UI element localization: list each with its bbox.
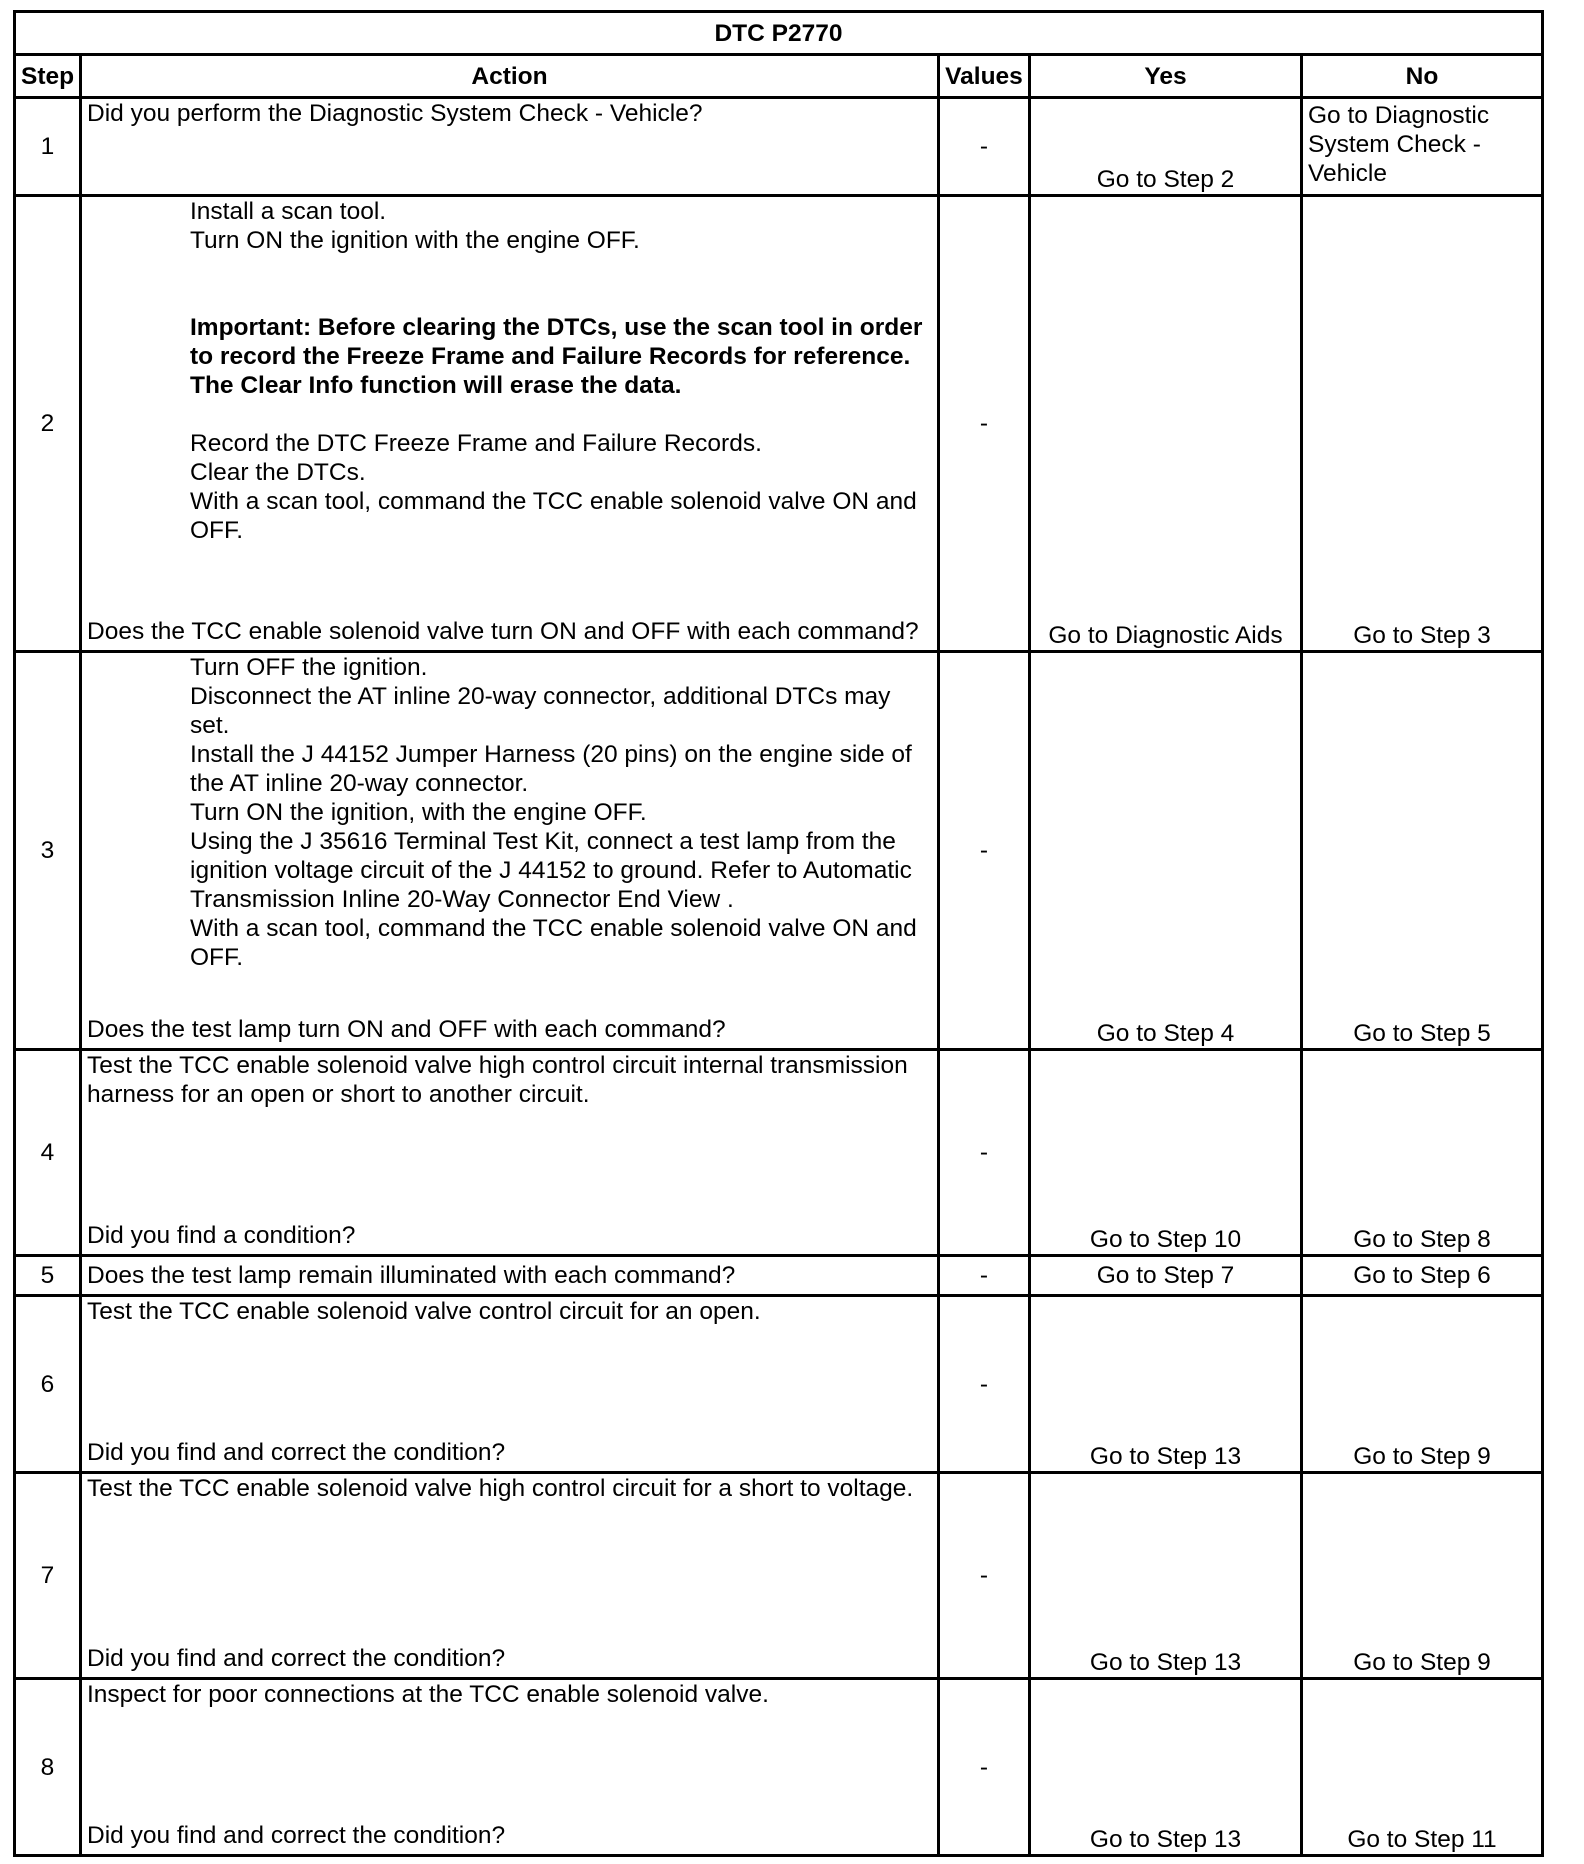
table-row <box>15 98 1543 196</box>
step-action <box>81 1296 939 1473</box>
header-values: Values <box>939 55 1030 98</box>
action-text: Did you perform the Diagnostic System Check - Vehicle? <box>87 100 703 127</box>
action-text: Test the TCC enable solenoid valve control circuit for an open. <box>87 1298 761 1325</box>
table-row <box>15 1050 1543 1256</box>
action-text: Does the test lamp remain illuminated with each command? <box>87 1262 736 1289</box>
instruction: Clear the DTCs. <box>190 459 366 486</box>
step-number: 4 <box>15 1050 81 1256</box>
step-action <box>81 1473 939 1679</box>
step-number: 3 <box>15 652 81 1050</box>
header-step: Step <box>15 55 81 98</box>
instruction-list <box>87 653 932 972</box>
action-question: Does the TCC enable solenoid valve turn ON and OFF with each command? <box>87 618 919 645</box>
step-action <box>81 1050 939 1256</box>
action-question: Did you find a condition? <box>87 1222 356 1249</box>
step-action <box>81 1679 939 1856</box>
no-result: Go to Step 5 <box>1302 652 1543 1050</box>
step-number: 8 <box>15 1679 81 1856</box>
instruction: Record the DTC Freeze Frame and Failure Records. <box>190 430 762 457</box>
step-number: 1 <box>15 98 81 196</box>
no-result: Go to Step 9 <box>1302 1473 1543 1679</box>
step-value: - <box>939 1256 1030 1296</box>
instruction-list <box>87 197 932 545</box>
step-value: - <box>939 1473 1030 1679</box>
table-row <box>15 1679 1543 1856</box>
instruction: Using the J 35616 Terminal Test Kit, connect a test lamp from the ignition voltage circuit of the J 44152 to ground. Refer to Automatic Transmission Inline 20-Way Connector End View . <box>190 828 912 913</box>
step-value: - <box>939 1296 1030 1473</box>
instruction: Turn ON the ignition, with the engine OFF. <box>190 799 647 826</box>
instruction: Install the J 44152 Jumper Harness (20 pins) on the engine side of the AT inline 20-way connector. <box>190 741 912 797</box>
instruction: With a scan tool, command the TCC enable solenoid valve ON and OFF. <box>190 915 917 971</box>
step-action <box>81 98 939 196</box>
action-question: Does the test lamp turn ON and OFF with each command? <box>87 1016 726 1043</box>
table-row <box>15 1296 1543 1473</box>
important-note: Important: Before clearing the DTCs, use the scan tool in order to record the Freeze Frame and Failure Records for reference. The Clear Info function will erase the data. <box>190 314 923 399</box>
yes-result: Go to Step 10 <box>1030 1050 1302 1256</box>
instruction: Install a scan tool. <box>190 198 387 225</box>
step-action <box>81 652 939 1050</box>
table-row <box>15 196 1543 652</box>
action-text: Inspect for poor connections at the TCC enable solenoid valve. <box>87 1681 769 1708</box>
no-result: Go to Step 11 <box>1302 1679 1543 1856</box>
yes-result: Go to Step 7 <box>1030 1256 1302 1296</box>
yes-result: Go to Step 4 <box>1030 652 1302 1050</box>
yes-result: Go to Step 2 <box>1030 98 1302 196</box>
table-row <box>15 1256 1543 1296</box>
action-text: Test the TCC enable solenoid valve high control circuit internal transmission harness for an open or short to another circuit. <box>87 1052 908 1108</box>
step-number: 2 <box>15 196 81 652</box>
table-row <box>15 1473 1543 1679</box>
instruction: Disconnect the AT inline 20-way connector, additional DTCs may set. <box>190 683 891 739</box>
table-row <box>15 652 1543 1050</box>
title-row <box>15 12 1543 55</box>
step-action <box>81 196 939 652</box>
action-text: Test the TCC enable solenoid valve high control circuit for a short to voltage. <box>87 1475 914 1502</box>
instruction: Turn ON the ignition with the engine OFF. <box>190 227 640 254</box>
no-result: Go to Diagnostic System Check - Vehicle <box>1302 98 1543 196</box>
yes-result: Go to Step 13 <box>1030 1296 1302 1473</box>
instruction: With a scan tool, command the TCC enable solenoid valve ON and OFF. <box>190 488 917 544</box>
step-number: 6 <box>15 1296 81 1473</box>
action-question: Did you find and correct the condition? <box>87 1822 506 1849</box>
step-number: 7 <box>15 1473 81 1679</box>
yes-result: Go to Diagnostic Aids <box>1030 196 1302 652</box>
no-result: Go to Step 6 <box>1302 1256 1543 1296</box>
step-action <box>81 1256 939 1296</box>
dtc-table <box>13 10 1544 1857</box>
action-question: Did you find and correct the condition? <box>87 1439 506 1466</box>
header-action: Action <box>81 55 939 98</box>
header-row <box>15 55 1543 98</box>
step-value: - <box>939 98 1030 196</box>
table-title: DTC P2770 <box>15 12 1543 55</box>
header-yes: Yes <box>1030 55 1302 98</box>
step-value: - <box>939 1679 1030 1856</box>
action-question: Did you find and correct the condition? <box>87 1645 506 1672</box>
no-result: Go to Step 9 <box>1302 1296 1543 1473</box>
instruction: Turn OFF the ignition. <box>190 654 428 681</box>
yes-result: Go to Step 13 <box>1030 1473 1302 1679</box>
step-value: - <box>939 196 1030 652</box>
yes-result: Go to Step 13 <box>1030 1679 1302 1856</box>
no-result: Go to Step 8 <box>1302 1050 1543 1256</box>
step-value: - <box>939 1050 1030 1256</box>
step-number: 5 <box>15 1256 81 1296</box>
step-value: - <box>939 652 1030 1050</box>
no-result: Go to Step 3 <box>1302 196 1543 652</box>
header-no: No <box>1302 55 1543 98</box>
